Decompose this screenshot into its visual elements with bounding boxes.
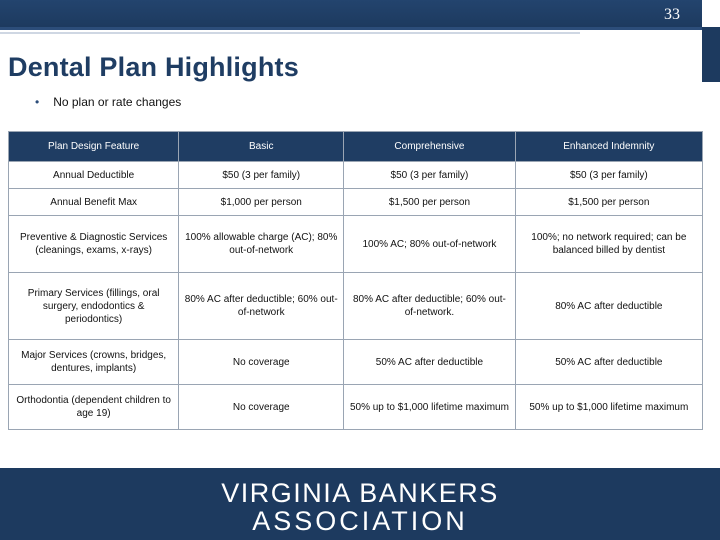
enhanced-cell: 50% AC after deductible (515, 340, 702, 385)
basic-cell: $50 (3 per family) (179, 162, 344, 189)
logo-line-2: ASSOCIATION (252, 506, 468, 536)
vba-logo (180, 479, 540, 537)
comprehensive-cell: 80% AC after deductible; 60% out-of-network. (344, 273, 516, 340)
feature-cell: Preventive & Diagnostic Services (cleanings, exams, x-rays) (9, 216, 179, 273)
bullet-text: No plan or rate changes (53, 95, 182, 109)
enhanced-cell: 50% up to $1,000 lifetime maximum (515, 385, 702, 430)
plan-table (8, 131, 703, 430)
comprehensive-cell: $50 (3 per family) (344, 162, 516, 189)
basic-cell: No coverage (179, 340, 344, 385)
feature-cell: Annual Deductible (9, 162, 179, 189)
header-rule-line (0, 27, 702, 30)
bullet-dot-icon: • (35, 95, 40, 109)
comprehensive-cell: 50% up to $1,000 lifetime maximum (344, 385, 516, 430)
enhanced-cell: $1,500 per person (515, 189, 702, 216)
enhanced-cell: 100%; no network required; can be balanced billed by dentist (515, 216, 702, 273)
table-row (9, 216, 703, 273)
header-rule-subline (0, 32, 580, 34)
header-feature: Plan Design Feature (9, 132, 179, 162)
basic-cell: No coverage (179, 385, 344, 430)
top-banner-fill (0, 0, 702, 27)
basic-cell: $1,000 per person (179, 189, 344, 216)
feature-cell: Annual Benefit Max (9, 189, 179, 216)
table-row (9, 340, 703, 385)
table-row (9, 273, 703, 340)
top-banner (0, 0, 702, 27)
header-basic: Basic (179, 132, 344, 162)
comprehensive-cell: 50% AC after deductible (344, 340, 516, 385)
top-banner-corner (702, 0, 720, 27)
feature-cell: Orthodontia (dependent children to age 19) (9, 385, 179, 430)
basic-cell: 80% AC after deductible; 60% out-of-network (179, 273, 344, 340)
logo-line-1: VIRGINIA BANKERS (221, 478, 499, 508)
table-header-row (9, 132, 703, 162)
bullet-item (35, 95, 181, 109)
page-number: 33 (664, 6, 680, 23)
table-row (9, 162, 703, 189)
header-rule (0, 27, 720, 45)
slide-title: Dental Plan Highlights (8, 52, 299, 82)
table-row (9, 189, 703, 216)
table-row (9, 385, 703, 430)
header-enhanced-indemnity: Enhanced Indemnity (515, 132, 702, 162)
comprehensive-cell: 100% AC; 80% out-of-network (344, 216, 516, 273)
header-rule-side-block (702, 27, 720, 82)
enhanced-cell: $50 (3 per family) (515, 162, 702, 189)
header-comprehensive: Comprehensive (344, 132, 516, 162)
comprehensive-cell: $1,500 per person (344, 189, 516, 216)
enhanced-cell: 80% AC after deductible (515, 273, 702, 340)
basic-cell: 100% allowable charge (AC); 80% out-of-network (179, 216, 344, 273)
feature-cell: Major Services (crowns, bridges, dentures, implants) (9, 340, 179, 385)
feature-cell: Primary Services (fillings, oral surgery, endodontics & periodontics) (9, 273, 179, 340)
